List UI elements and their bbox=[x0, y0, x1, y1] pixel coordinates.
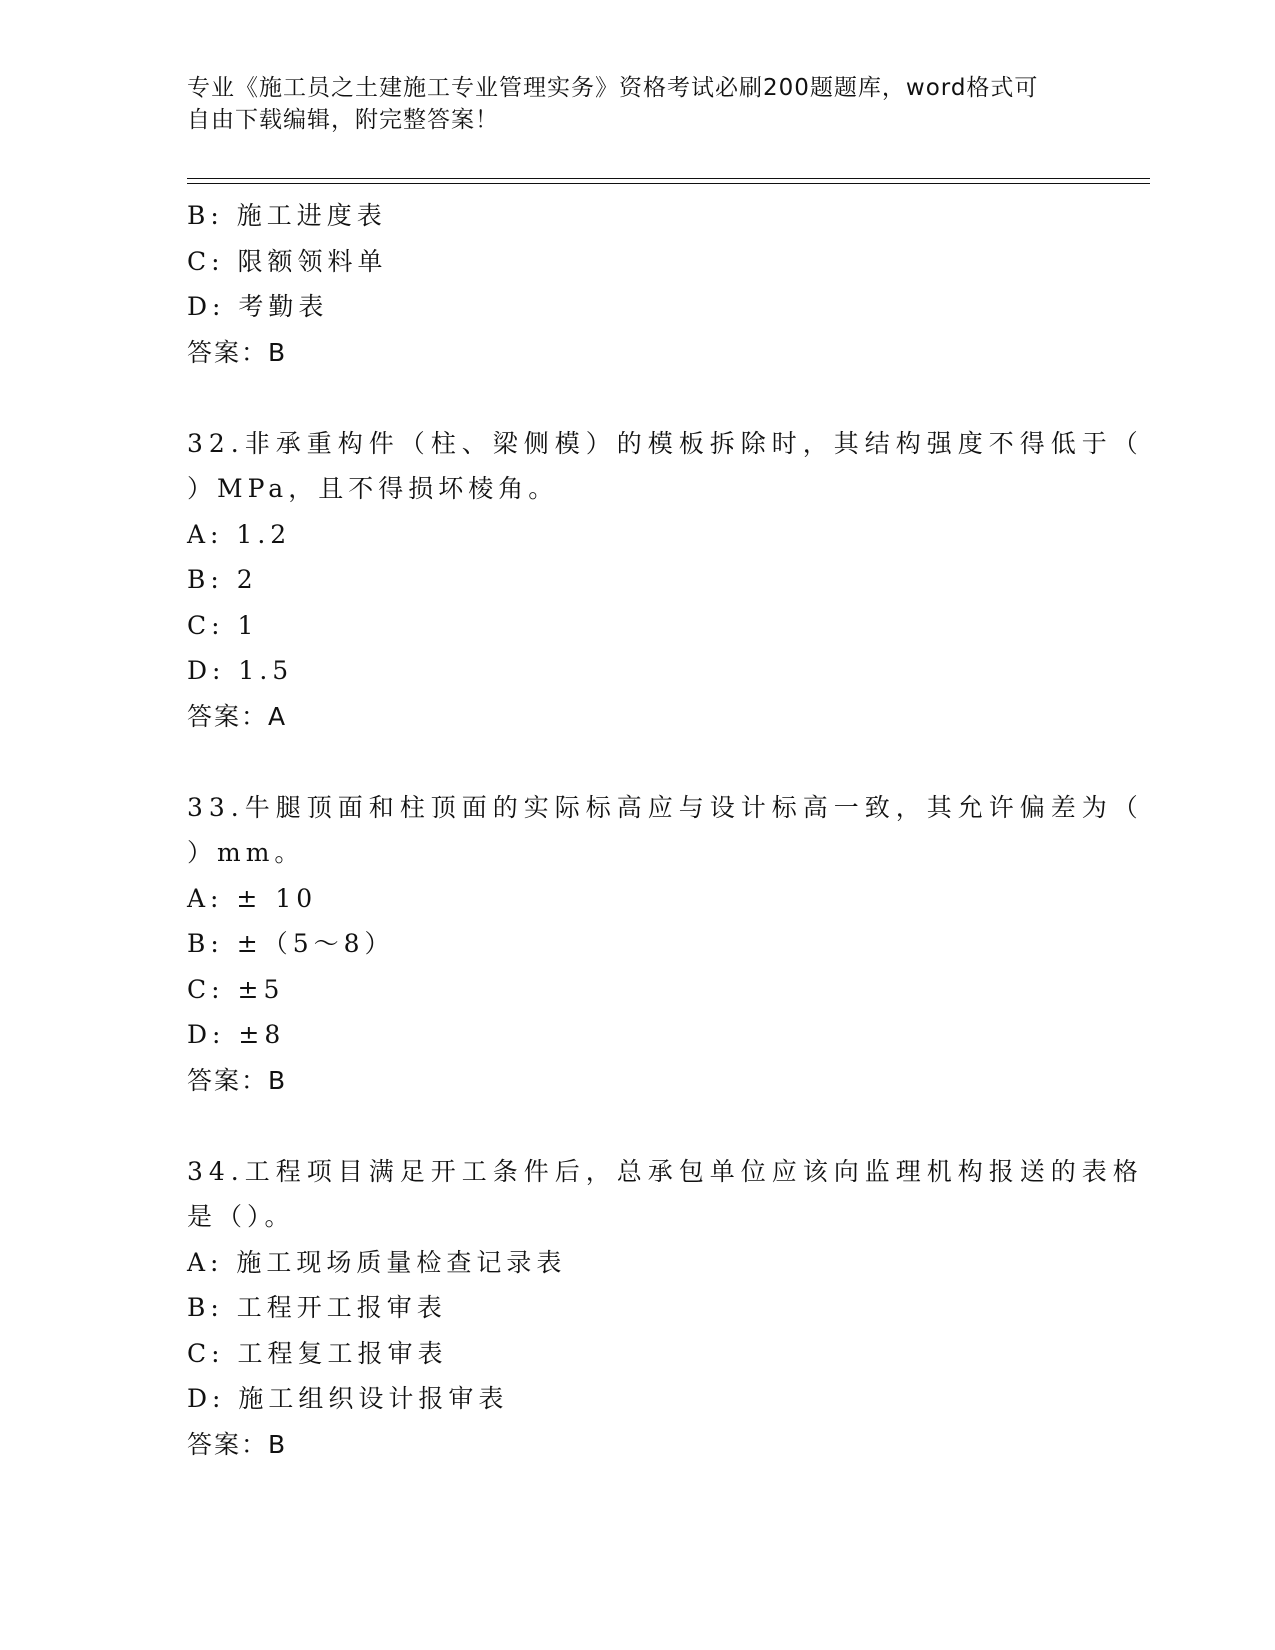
option-d: D: 1.5 bbox=[187, 656, 294, 685]
option-b: B: 工程开工报审表 bbox=[187, 1293, 447, 1322]
question-33 bbox=[187, 785, 1144, 1104]
question-stem-line-2: ）mm。 bbox=[187, 838, 305, 867]
question-spacer bbox=[187, 739, 1077, 785]
question-stem-line-1: 34.工程项目满足开工条件后，总承包单位应该向监理机构报送的表格 bbox=[187, 1156, 1144, 1186]
option-a: A: 1.2 bbox=[187, 519, 292, 549]
answer-line: 答案：B bbox=[187, 337, 288, 367]
option-d: D: ±8 bbox=[187, 1020, 286, 1049]
header-divider-bottom bbox=[187, 183, 1150, 184]
question-stem-line-2: ）MPa，且不得损坏棱角。 bbox=[187, 474, 559, 503]
question-stem-line-1: 32.非承重构件（柱、梁侧模）的模板拆除时，其结构强度不得低于（ bbox=[187, 428, 1144, 458]
answer-line: 答案：B bbox=[187, 1065, 288, 1095]
answer-line: 答案：B bbox=[187, 1429, 288, 1459]
option-c: C: 限额领料单 bbox=[187, 246, 388, 276]
option-a: A: 施工现场质量检查记录表 bbox=[187, 1247, 567, 1277]
option-d: D: 考勤表 bbox=[187, 292, 329, 321]
question-spacer bbox=[187, 1103, 1077, 1149]
option-b: B: 2 bbox=[187, 565, 258, 594]
header-divider-top bbox=[187, 178, 1150, 179]
answer-line: 答案：A bbox=[187, 701, 288, 731]
option-b: B: ±（5～8） bbox=[187, 929, 395, 958]
document-header bbox=[187, 72, 1077, 136]
option-a: A: ± 10 bbox=[187, 883, 318, 913]
question-32 bbox=[187, 421, 1144, 740]
option-c: C: 工程复工报审表 bbox=[187, 1338, 448, 1368]
question-34 bbox=[187, 1149, 1144, 1468]
question-spacer bbox=[187, 375, 1077, 421]
option-c: C: 1 bbox=[187, 610, 259, 640]
header-title-line-1: 专业《施工员之土建施工专业管理实务》资格考试必刷200题题库，word格式可 bbox=[187, 75, 1039, 101]
question-stem-line-1: 33.牛腿顶面和柱顶面的实际标高应与设计标高一致，其允许偏差为（ bbox=[187, 792, 1144, 822]
option-c: C: ±5 bbox=[187, 974, 285, 1004]
option-d: D: 施工组织设计报审表 bbox=[187, 1384, 509, 1413]
question-list bbox=[187, 193, 1144, 1467]
question-stem-line-2: 是（）。 bbox=[187, 1202, 295, 1231]
question-31-continued bbox=[187, 193, 1077, 375]
header-title-line-2: 自由下载编辑，附完整答案！ bbox=[187, 107, 499, 133]
option-b: B: 施工进度表 bbox=[187, 201, 387, 230]
